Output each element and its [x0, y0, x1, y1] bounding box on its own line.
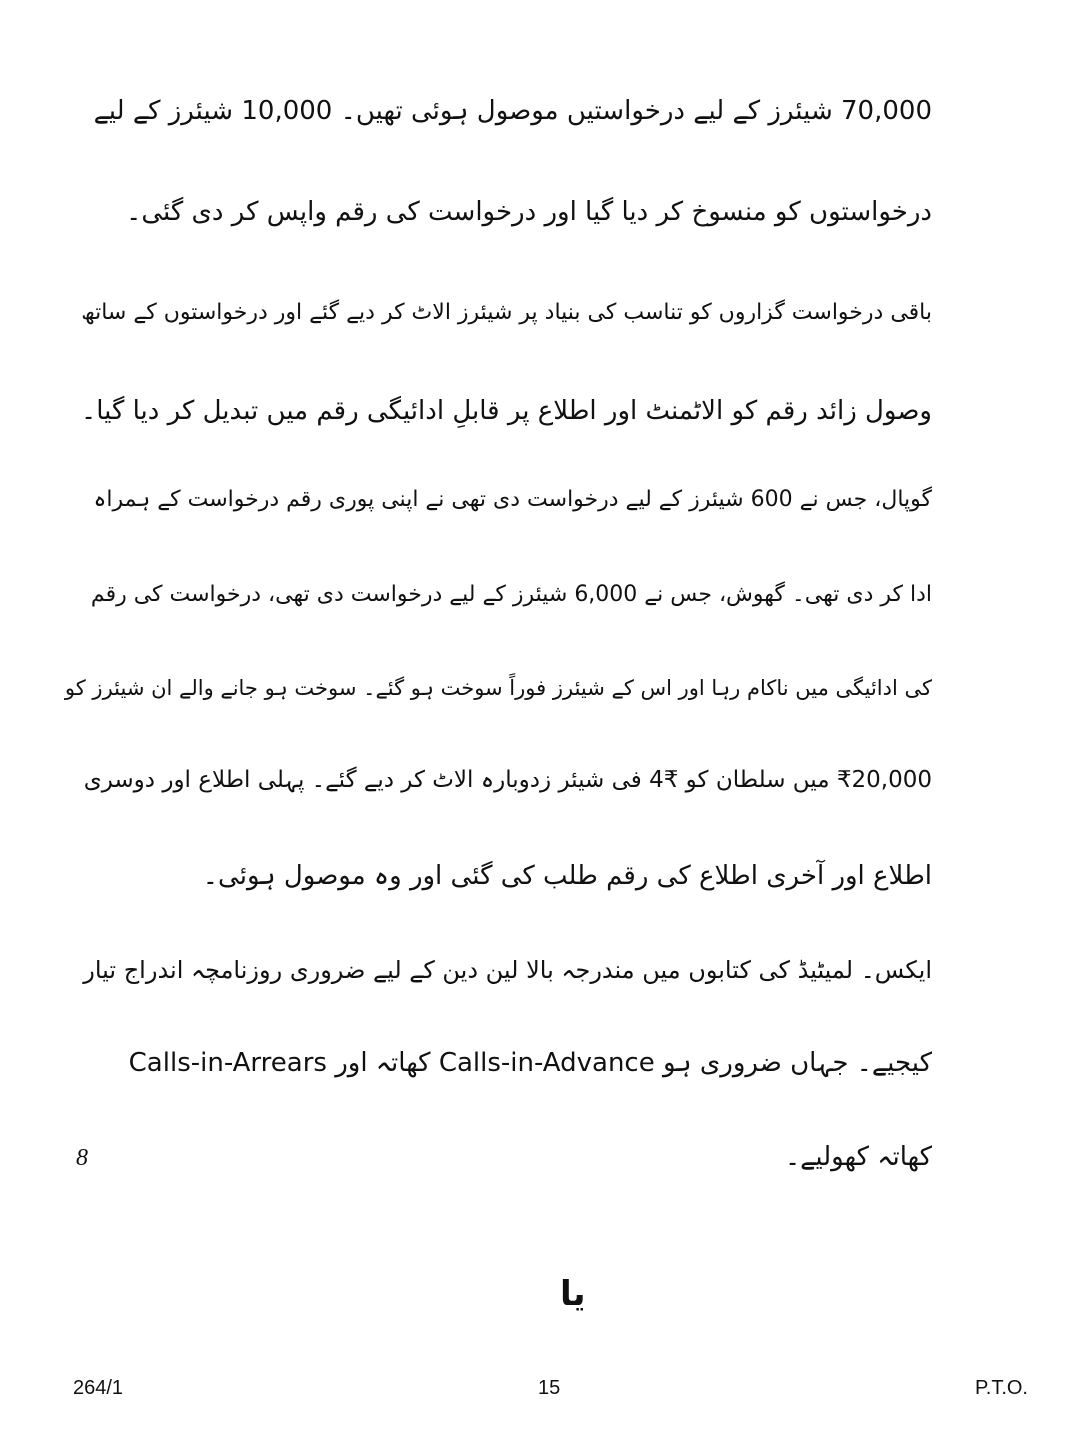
text-line-12: کھاتہ کھولیے۔	[784, 1142, 932, 1172]
or-separator: یا	[560, 1274, 586, 1314]
text-line-5: گوپال، جس نے 600 شیئرز کے لیے درخواست دی تھی نے اپنی پوری رقم درخواست کے ہمراہ	[93, 487, 932, 512]
paper-code: 264/1	[73, 1377, 124, 1399]
text-line-1: 70,000 شیئرز کے لیے درخواستیں موصول ہوئی تھیں۔ 10,000 شیئرز کے لیے	[93, 96, 932, 126]
pto-label: P.T.O.	[975, 1377, 1028, 1399]
text-line-2: درخواستوں کو منسوخ کر دیا گیا اور درخواست کی رقم واپس کر دی گئی۔	[126, 197, 932, 227]
text-line-11: کیجیے۔ جہاں ضروری ہو Calls-in-Advance کھاتہ اور Calls-in-Arrears	[128, 1048, 932, 1078]
question-marks: 8	[76, 1145, 88, 1171]
text-line-4: وصول زائد رقم کو الاٹمنٹ اور اطلاع پر قابلِ ادائیگی رقم میں تبدیل کر دیا گیا۔	[80, 396, 932, 426]
text-line-3: باقی درخواست گزاروں کو تناسب کی بنیاد پر شیئرز الاٹ کر دیے گئے اور درخواستوں کے ساتھ	[81, 300, 932, 325]
page-number: 15	[538, 1377, 561, 1399]
text-line-8: ₹20,000 میں سلطان کو ₹4 فی شیئر زدوبارہ الاٹ کر دیے گئے۔ پہلی اطلاع اور دوسری	[83, 767, 932, 793]
text-line-6: ادا کر دی تھی۔ گھوش، جس نے 6,000 شیئرز کے لیے درخواست دی تھی، درخواست کی رقم	[90, 582, 932, 607]
text-line-10: ایکس۔ لمیٹیڈ کی کتابوں میں مندرجہ بالا لین دین کے لیے ضروری روزنامچہ اندراج تیار	[83, 956, 932, 984]
text-line-7: کی ادائیگی میں ناکام رہا اور اس کے شیئرز فوراً سوخت ہو گئے۔ سوخت ہو جانے والے ان شیئرز کو	[64, 676, 932, 700]
text-line-9: اطلاع اور آخری اطلاع کی رقم طلب کی گئی اور وہ موصول ہوئی۔	[202, 861, 932, 891]
